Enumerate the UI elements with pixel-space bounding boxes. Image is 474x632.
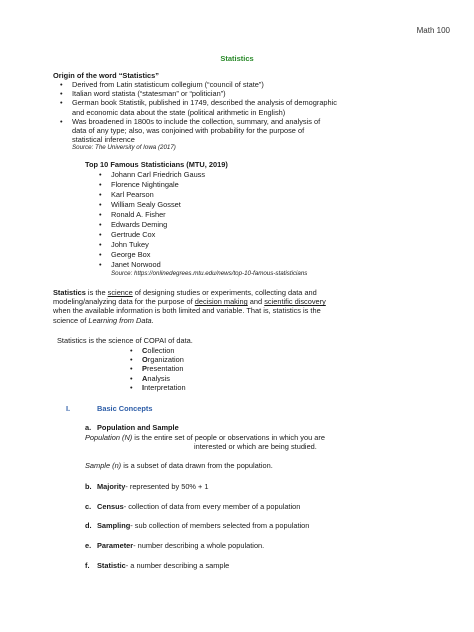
item-a-term: Population and Sample bbox=[97, 423, 179, 432]
list-item: • Johann Carl Friedrich Gauss bbox=[99, 170, 206, 179]
list-item: • Was broadened in 1800s to include the collection, summary, and analysis of bbox=[60, 116, 321, 126]
copai-intro: Statistics is the science of COPAI of data. bbox=[57, 336, 193, 345]
population-definition: Population (N) is the entire set of people or observations in which you are interested or which are being studied. bbox=[85, 433, 325, 452]
list-item: • John Tukey bbox=[99, 240, 149, 249]
item-e: e. Parameter- number describing a whole population. bbox=[85, 541, 265, 550]
list-item-continued: and economic data about the state (political arithmetic in English) bbox=[72, 107, 286, 117]
list-item: • Ronald A. Fisher bbox=[99, 210, 166, 219]
list-item-continued: statistical inference bbox=[72, 135, 135, 145]
list-item: • Interpretation bbox=[130, 382, 186, 392]
sample-definition: Sample (n) is a subset of data drawn from the population. bbox=[85, 461, 273, 470]
list-item: • Karl Pearson bbox=[99, 190, 154, 199]
definition-paragraph: Statistics is the science of designing studies or experiments, collecting data and modeling/analyzing data for the purpose of decision making and scientific discovery when the available information is both limited and variable. That is, statistics is the science of Learning from Data. bbox=[53, 288, 326, 325]
statisticians-list bbox=[99, 170, 391, 270]
page-title: Statistics bbox=[220, 54, 254, 63]
top10-heading: Top 10 Famous Statisticians (MTU, 2019) bbox=[85, 160, 228, 169]
copai-list bbox=[130, 346, 342, 392]
item-d: d. Sampling- sub collection of members selected from a population bbox=[85, 521, 310, 530]
course-header: Math 100 bbox=[416, 26, 450, 35]
list-item: • Italian word statista (“statesman” or “politician”) bbox=[60, 89, 226, 99]
list-item: • Janet Norwood bbox=[99, 260, 161, 269]
list-item: • Gertrude Cox bbox=[99, 230, 156, 239]
list-item: • George Box bbox=[99, 250, 151, 259]
section-title: Basic Concepts bbox=[97, 404, 153, 413]
origin-heading: Origin of the word “Statistics” bbox=[53, 71, 159, 80]
list-item: • Edwards Deming bbox=[99, 220, 168, 229]
origin-list bbox=[60, 80, 432, 145]
item-a-label: a. bbox=[85, 423, 92, 432]
item-f: f. Statistic- a number describing a sample bbox=[85, 561, 230, 570]
origin-source: Source: The University of Iowa (2017) bbox=[72, 144, 176, 151]
list-item-continued: data of any type; also, was conjoined with probability for the purpose of bbox=[72, 126, 305, 136]
list-item: • Collection bbox=[130, 346, 175, 355]
list-item: • Organization bbox=[130, 355, 184, 365]
list-item: • William Sealy Gosset bbox=[99, 200, 181, 209]
list-item: • Analysis bbox=[130, 373, 170, 383]
list-item: • Florence Nightingale bbox=[99, 180, 179, 189]
top10-source: Source: https://onlinedegrees.mtu.edu/news/top-10-famous-statisticians bbox=[111, 270, 308, 277]
list-item: • Presentation bbox=[130, 364, 184, 374]
list-item: • Derived from Latin statisticum collegium (“council of state”) bbox=[60, 80, 264, 89]
item-c: c. Census- collection of data from every member of a population bbox=[85, 502, 301, 511]
section-numeral: I. bbox=[66, 404, 71, 413]
item-b: b. Majority- represented by 50% + 1 bbox=[85, 482, 209, 491]
list-item: • German book Statistik, published in 1749, described the analysis of demographic bbox=[60, 98, 337, 108]
